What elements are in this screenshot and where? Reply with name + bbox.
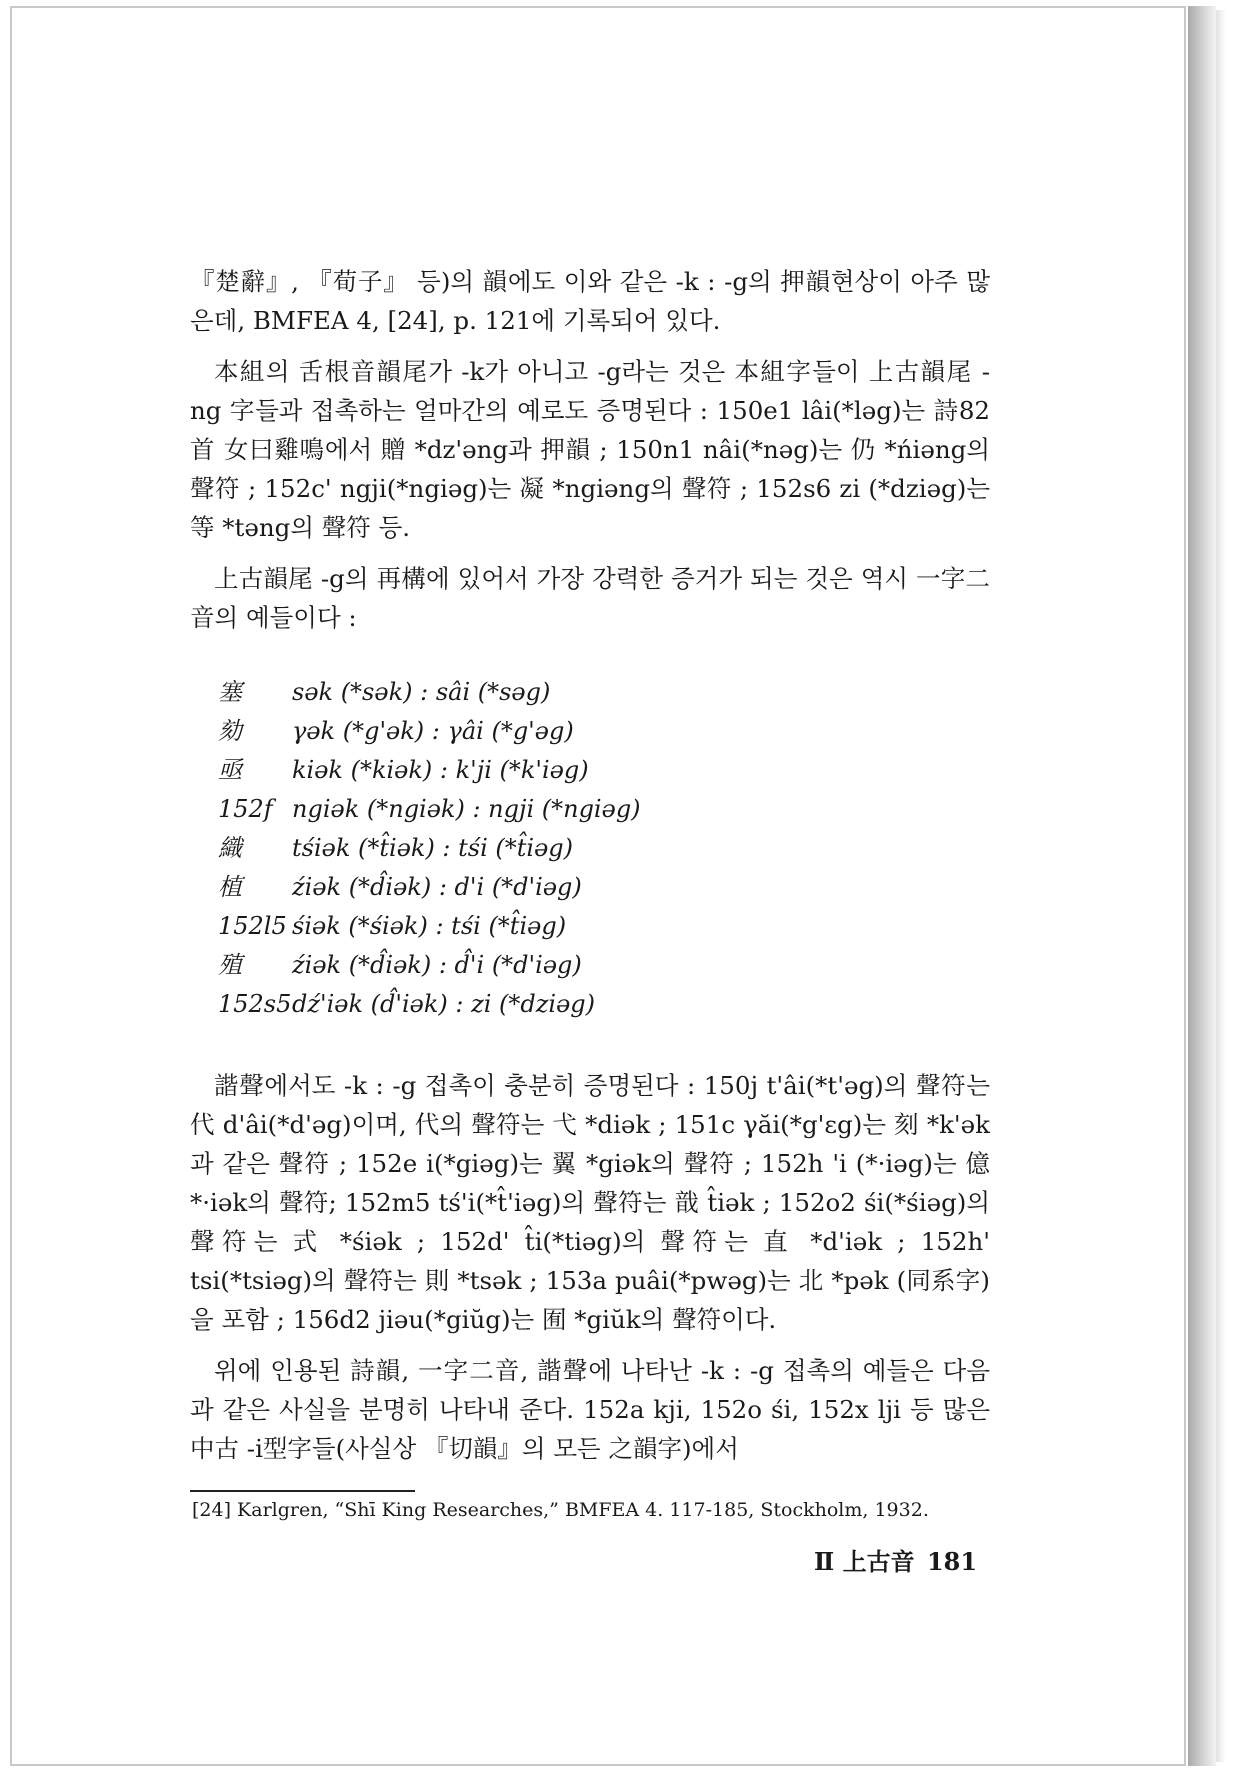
example-row [218, 829, 990, 868]
footnote: [24] Karlgren, “Shī King Researches,” BMFEA 4. 117-185, Stockholm, 1932. [192, 1499, 929, 1521]
paragraph-1: 『楚辭』, 『荀子』 등)의 韻에도 이와 같은 -k : -g의 押韻현상이 아주 많은데, BMFEA 4, [24], p. 121에 기록되어 있다. [190, 267, 990, 335]
page-edge-highlight [1216, 10, 1226, 1762]
example-row [218, 790, 990, 829]
example-form: źiək (*d̂iək) : d'i (*d'iəg) [292, 873, 582, 901]
page-number: 181 [926, 1547, 978, 1576]
example-head: 植 [218, 873, 242, 901]
paragraph-2: 本組의 舌根音韻尾가 -k가 아니고 -g라는 것은 本組字들이 上古韻尾 -ng 字들과 접촉하는 얼마간의 예로도 증명된다 : 150e1 lâi(*ləg)는 詩82首 女曰雞鳴에서 贈 *dz'əng과 押韻 ; 150n1 nâi(*nəg)는 仍 *ńiəng의 聲符 ; 152c' ngji(*ngiəg)는 凝 *ngiəng의 聲符 ; 152s6 zi (*dziəg)는 等 *təng의 聲符 등. [190, 357, 990, 542]
example-head: 塞 [218, 678, 242, 706]
example-form: tśiək (*t̂iək) : tśi (*t̂iəg) [292, 834, 574, 862]
example-form: kiək (*kiək) : k'ji (*k'iəg) [292, 756, 589, 784]
page-edge-shadow [1188, 6, 1216, 1766]
example-form: γək (*g'ək) : γâi (*g'əg) [292, 717, 574, 745]
example-head: 152l5 [218, 912, 287, 940]
example-form: sək (*sək) : sâi (*səg) [292, 678, 551, 706]
example-head: 織 [218, 834, 242, 862]
paragraph-3: 上古韻尾 -g의 再構에 있어서 가장 강력한 증거가 되는 것은 역시 一字二音의 예들이다 : [190, 564, 990, 632]
example-head: 殖 [218, 951, 242, 979]
footnote-rule [190, 1490, 415, 1492]
example-head: 劾 [218, 717, 242, 745]
section-title: Ⅱ 上古音 [814, 1547, 915, 1576]
example-row [218, 712, 990, 751]
example-head: 152s5 [218, 990, 292, 1018]
paragraph-5: 위에 인용된 詩韻, 一字二音, 諧聲에 나타난 -k : -g 접촉의 예들은 다음과 같은 사실을 분명히 나타내 준다. 152a kji, 152o śi, 152x lji 등 많은 中古 -i型字들(사실상 『切韻』의 모든 之韻字)에서 [190, 1356, 990, 1463]
running-footer [810, 1542, 977, 1577]
example-row [218, 751, 990, 790]
example-row [218, 985, 990, 1024]
example-list [218, 673, 990, 1024]
example-row [218, 907, 990, 946]
body-text [190, 262, 990, 1468]
example-form: źiək (*d̂iək) : d̂'i (*d'iəg) [292, 951, 582, 979]
example-form: dź'iək (d̂'iək) : zi (*dziəg) [292, 990, 596, 1018]
paragraph-4: 諧聲에서도 -k : -g 접촉이 충분히 증명된다 : 150j t'âi(*t'əg)의 聲符는 代 d'âi(*d'əg)이며, 代의 聲符는 弋 *diək ; 151c γăi(*g'εg)는 刻 *k'ək과 같은 聲符 ; 152e i(*giəg)는 翼 *giək의 聲符 ; 152h 'i (*·iəg)는 億 *·iək의 聲符; 152m5 tś'i(*t̂'iəg)의 聲符는 戠 t̂iək ; 152o2 śi(*śiəg)의 聲符는 式 *śiək ; 152d' t̂i(*tiəg)의 聲符는 直 *d'iək ; 152h' tsi(*tsiəg)의 聲符는 則 *tsək ; 153a puâi(*pwəg)는 北 *pək (同系字)을 포함 ; 156d2 jiəu(*giŭg)는 囿 *giŭk의 聲符이다. [190, 1071, 990, 1334]
example-head: 亟 [218, 756, 242, 784]
example-row [218, 946, 990, 985]
example-head: 152f [218, 795, 273, 823]
example-form: śiək (*śiək) : tśi (*t̂iəg) [292, 912, 567, 940]
example-row [218, 673, 990, 712]
example-form: ngiək (*ngiək) : ngji (*ngiəg) [292, 795, 641, 823]
example-row [218, 868, 990, 907]
